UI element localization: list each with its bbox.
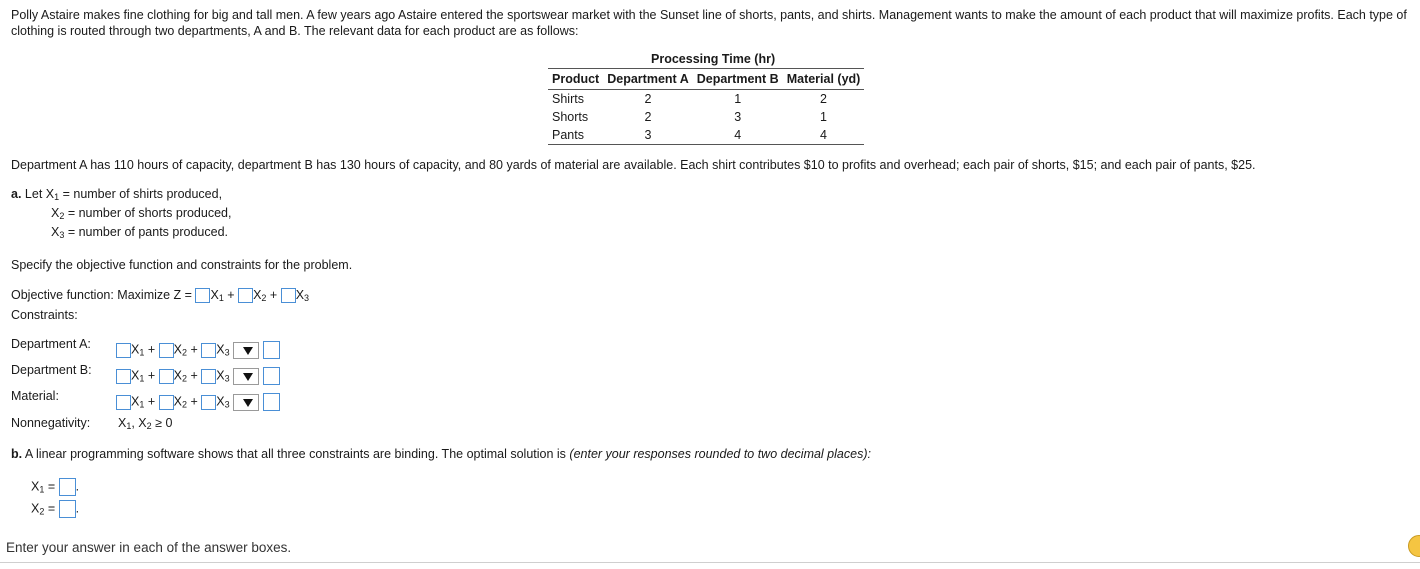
cell: 3 — [603, 126, 693, 145]
material-inequality-dropdown[interactable] — [233, 394, 259, 411]
cell: 2 — [820, 92, 827, 106]
problem-intro: Polly Astaire makes fine clothing for big and tall men. A few years ago Astaire entered the sportswear market with the Sunset line of shorts, pants, and shirts. Management wants to make the amount of each product that will maximize profits. Each type of clothing is routed through two departments, A and B. The relevant data for each product are as follows: — [11, 8, 1407, 38]
answer-row-x1: $X_1$ = . — [31, 479, 80, 495]
answer-x2-input[interactable] — [59, 500, 76, 518]
dept-b-coef-x1-input[interactable] — [116, 369, 131, 384]
def-x2: $X_2$ = number of shorts produced, — [51, 206, 232, 221]
cell: 1 — [820, 110, 827, 124]
dept-a-inequality-dropdown[interactable] — [233, 342, 259, 359]
objective-coef-x1-input[interactable] — [195, 288, 210, 303]
help-icon[interactable] — [1408, 535, 1420, 557]
cell: Shirts — [552, 92, 584, 106]
material-coef-x2-input[interactable] — [159, 395, 174, 410]
objective-coef-x3-input[interactable] — [281, 288, 296, 303]
col-header-dept-a: Department A — [603, 69, 693, 90]
material-coef-x3-input[interactable] — [201, 395, 216, 410]
cell: 2 — [644, 110, 652, 124]
dept-b-coef-x3-input[interactable] — [201, 369, 216, 384]
col-header-product: Product — [548, 69, 603, 90]
material-coef-x1-input[interactable] — [116, 395, 131, 410]
part-b-label: b. — [11, 447, 23, 461]
part-b-text: b. A linear programming software shows that all three constraints are binding. The optimal solution is (enter your responses rounded to two decimal places): — [11, 447, 871, 461]
answer-x1-input[interactable] — [59, 478, 76, 496]
nonneg-label: Nonnegativity: — [11, 416, 91, 430]
specify-text: Specify the objective function and constraints for the problem. — [11, 258, 353, 272]
objective-coef-x2-input[interactable] — [238, 288, 253, 303]
dept-a-coef-x3-input[interactable] — [201, 343, 216, 358]
constraint-label-dept-b: Department B: — [11, 363, 92, 377]
table-caption: Processing Time (hr) — [651, 52, 776, 66]
cell: 4 — [783, 126, 865, 145]
col-header-dept-b: Department B — [693, 69, 783, 90]
constraint-label-dept-a: Department A: — [11, 337, 91, 351]
cell: 4 — [693, 126, 783, 145]
cell: 1 — [734, 92, 742, 106]
capacity-text: Department A has 110 hours of capacity, department B has 130 hours of capacity, and 80 yards of material are available. Each shirt contributes $10 to profits and overhead; each pair of shorts, $15; and each pair of pants, $25. — [11, 158, 1256, 172]
answer-row-x2: $X_2$ = . — [31, 501, 80, 517]
cell: Shorts — [552, 110, 589, 124]
dept-a-rhs-input[interactable] — [263, 341, 280, 359]
table-row — [548, 126, 864, 145]
nonneg-expr: $X_1$, $X_2 \ge 0$ — [118, 416, 173, 431]
dept-b-inequality-dropdown[interactable] — [233, 368, 259, 385]
constraints-label: Constraints: — [11, 308, 78, 322]
cell: 2 — [644, 92, 652, 106]
bottom-divider — [0, 562, 1420, 563]
constraint-label-material: Material: — [11, 389, 59, 403]
cell: 3 — [734, 110, 742, 124]
data-table — [548, 68, 864, 145]
def-x1: a. Let $X_1$ = number of shirts produced, — [11, 187, 223, 202]
cell: Pants — [548, 126, 603, 145]
footer-instruction: Enter your answer in each of the answer boxes. — [6, 540, 292, 555]
def-x3: $X_3$ = number of pants produced. — [51, 225, 229, 240]
table-header-row — [548, 69, 864, 90]
table-row — [548, 108, 864, 126]
col-header-material: Material (yd) — [783, 69, 865, 90]
table-row — [548, 90, 864, 109]
constraint-row-dept-b: $X_1 + X_2 + X_3$ — [116, 367, 280, 385]
part-a-label: a. — [11, 187, 22, 201]
objective-label: Objective function: Maximize Z = — [11, 288, 192, 302]
dept-a-coef-x1-input[interactable] — [116, 343, 131, 358]
constraint-row-material: $X_1 + X_2 + X_3$ — [116, 393, 280, 411]
constraint-row-dept-a: $X_1 + X_2 + X_3$ — [116, 341, 280, 359]
dept-a-coef-x2-input[interactable] — [159, 343, 174, 358]
objective-row: Objective function: Maximize $Z = X_1 + X_2 + X_3$ — [11, 288, 310, 303]
dept-b-rhs-input[interactable] — [263, 367, 280, 385]
dept-b-coef-x2-input[interactable] — [159, 369, 174, 384]
material-rhs-input[interactable] — [263, 393, 280, 411]
